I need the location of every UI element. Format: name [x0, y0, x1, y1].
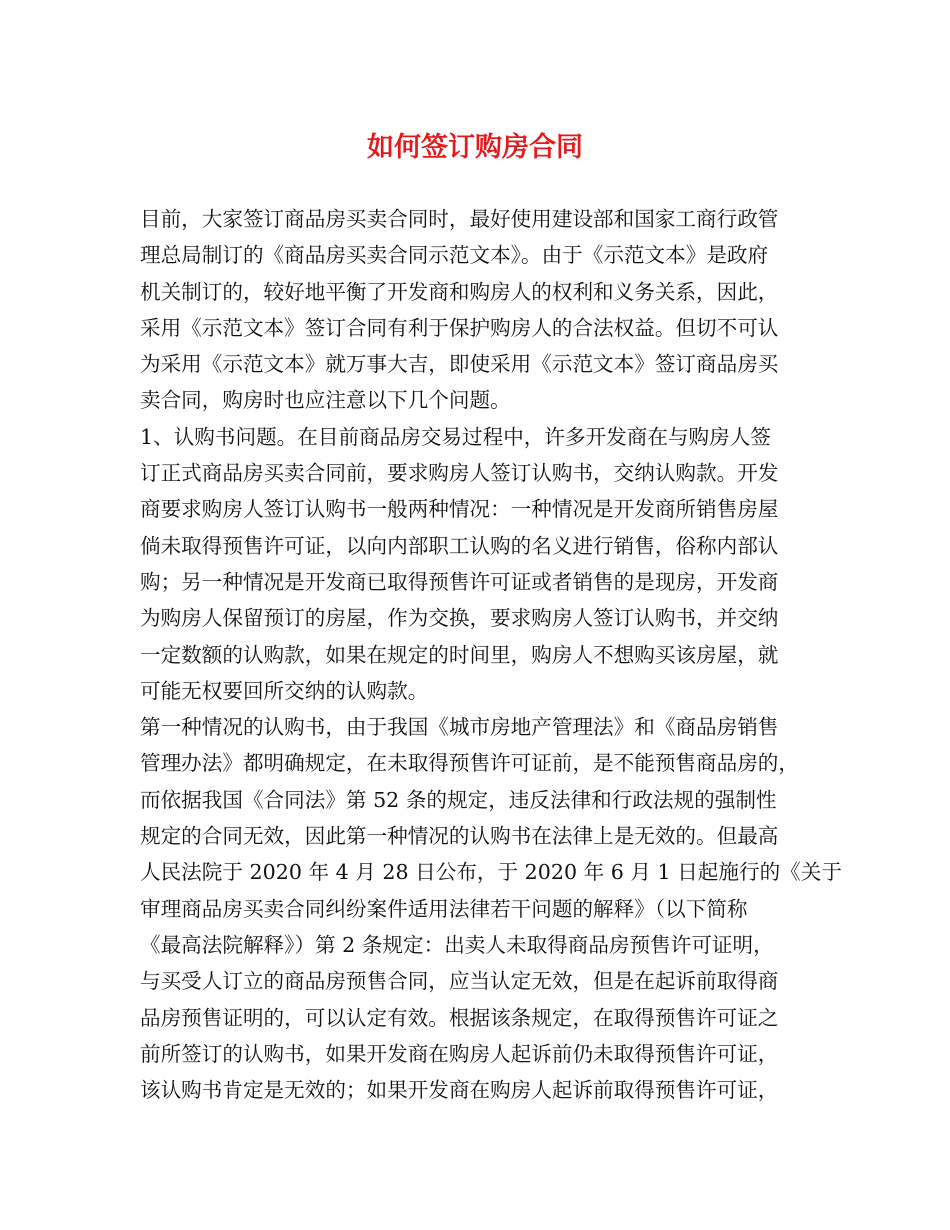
body-line: 与买受人订立的商品房预售合同，应当认定无效，但是在起诉前取得商 — [140, 969, 779, 994]
body-line: 商要求购房人签订认购书一般两种情况：一种情况是开发商所销售房屋 — [140, 497, 779, 522]
body-line: 倘未取得预售许可证，以向内部职工认购的名义进行销售，俗称内部认 — [140, 533, 779, 558]
body-line: 一定数额的认购款，如果在规定的时间里，购房人不想购买该房屋，就 — [140, 642, 779, 667]
body-line: 第一种情况的认购书，由于我国《城市房地产管理法》和《商品房销售 — [140, 715, 779, 740]
body-line: 规定的合同无效，因此第一种情况的认购书在法律上是无效的。但最高 — [140, 824, 779, 849]
body-line: 目前，大家签订商品房买卖合同时，最好使用建设部和国家工商行政管 — [140, 207, 779, 231]
body-line: 而依据我国《合同法》第 52 条的规定，违反法律和行政法规的强制性 — [140, 787, 777, 812]
body-line: 管理办法》都明确规定，在未取得预售许可证前，是不能预售商品房的， — [140, 751, 799, 776]
body-line: 采用《示范文本》签订合同有利于保护购房人的合法权益。但切不可认 — [140, 315, 779, 340]
body-line: 《最高法院解释》）第 2 条规定：出卖人未取得商品房预售许可证明， — [140, 932, 774, 957]
body-line: 机关制订的，较好地平衡了开发商和购房人的权利和义务关系，因此， — [140, 279, 779, 304]
document-body — [140, 201, 842, 1108]
body-line: 卖合同，购房时也应注意以下几个问题。 — [140, 388, 511, 413]
body-line: 理总局制订的《商品房买卖合同示范文本》。由于《示范文本》是政府 — [140, 243, 769, 268]
body-line: 该认购书肯定是无效的；如果开发商在购房人起诉前取得预售许可证， — [140, 1078, 779, 1103]
document-title: 如何签订购房合同 — [367, 132, 583, 163]
body-line: 前所签订的认购书，如果开发商在购房人起诉前仍未取得预售许可证， — [140, 1041, 779, 1066]
body-line: 1、认购书问题。在目前商品房交易过程中，许多开发商在与购房人签 — [140, 424, 771, 449]
body-line: 审理商品房买卖合同纠纷案件适用法律若干问题的解释》（以下简称 — [140, 896, 748, 921]
body-line: 品房预售证明的，可以认定有效。根据该条规定，在取得预售许可证之 — [140, 1005, 779, 1030]
body-line: 人民法院于 2020 年 4 月 28 日公布，于 2020 年 6 月 1 日起施行的《关于 — [140, 860, 842, 885]
body-line: 订正式商品房买卖合同前，要求购房人签订认购书，交纳认购款。开发 — [140, 461, 779, 486]
body-line: 可能无权要回所交纳的认购款。 — [140, 678, 429, 703]
body-line: 为购房人保留预订的房屋，作为交换，要求购房人签订认购书，并交纳 — [140, 606, 779, 631]
body-line: 购；另一种情况是开发商已取得预售许可证或者销售的是现房，开发商 — [140, 569, 779, 594]
body-line: 为采用《示范文本》就万事大吉，即使采用《示范文本》签订商品房买 — [140, 352, 779, 377]
